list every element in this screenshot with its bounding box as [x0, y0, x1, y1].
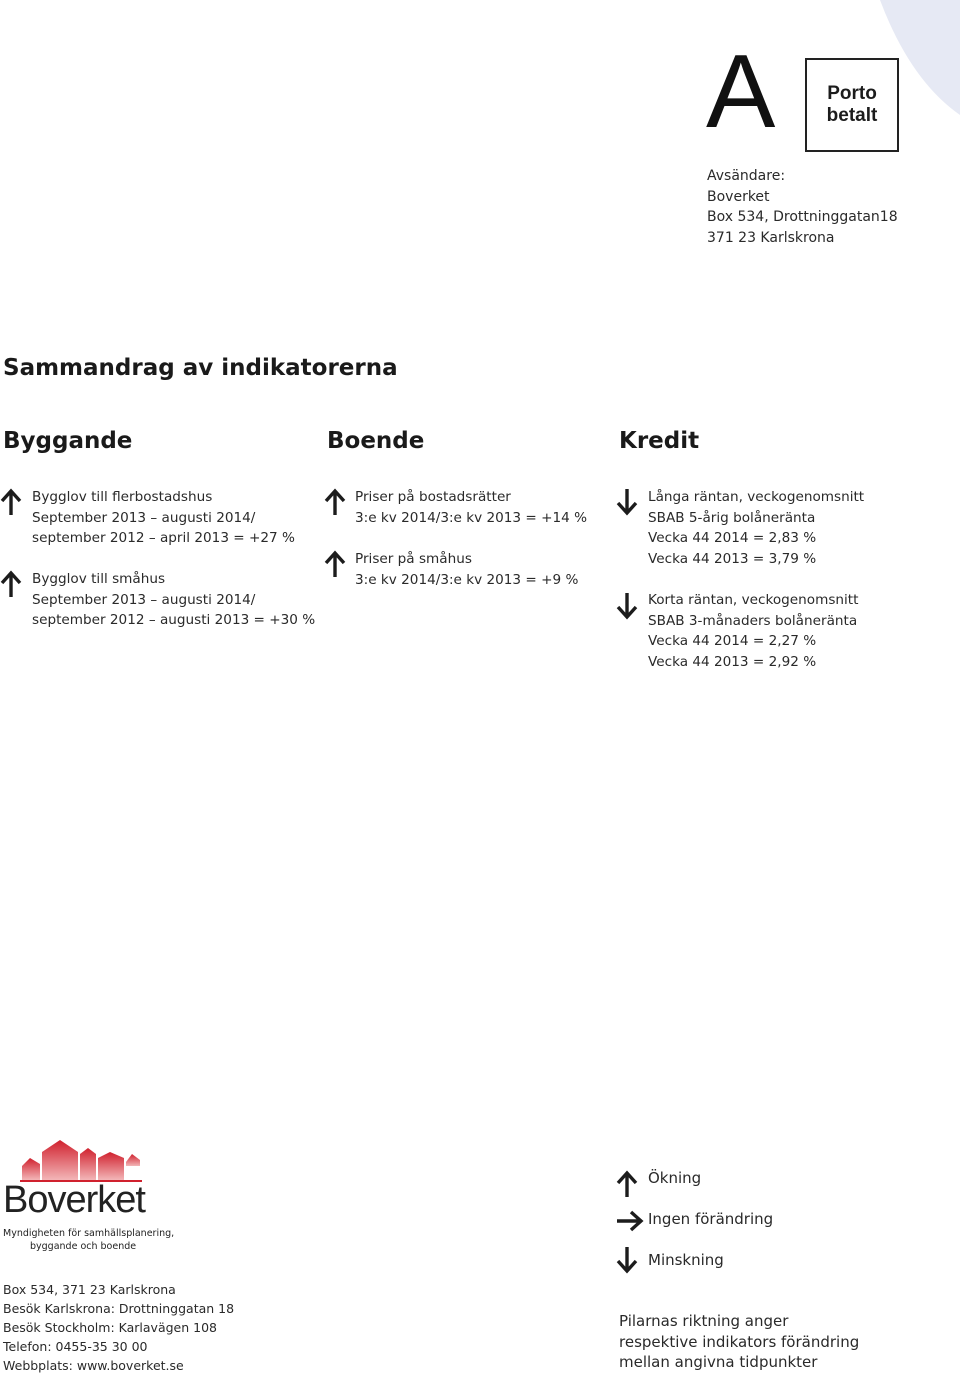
sender-line: Box 534, Drottninggatan18	[707, 209, 898, 226]
heading-byggande: Byggande	[3, 428, 133, 454]
indicator-priser-bostadsratter	[355, 487, 587, 528]
heading-kredit: Kredit	[619, 428, 700, 454]
contact-line: Box 534, 371 23 Karlskrona	[3, 1282, 176, 1297]
porto-text: Porto	[827, 83, 877, 104]
indicator-line: Långa räntan, veckogenomsnitt	[648, 489, 865, 505]
indicator-line: Bygglov till flerbostadshus	[32, 489, 213, 505]
sender-line: 371 23 Karlskrona	[707, 230, 835, 247]
indicator-line: Korta räntan, veckogenomsnitt	[648, 592, 859, 608]
porto-betalt-box	[805, 58, 899, 152]
indicator-line: 3:e kv 2014/3:e kv 2013 = +14 %	[355, 509, 588, 526]
note-line: respektive indikators förändring	[619, 1332, 860, 1351]
tagline-line: byggande och boende	[30, 1240, 137, 1252]
indicator-bygglov-smahus	[32, 569, 315, 631]
indicator-line: september 2012 – april 2013 = +27 %	[32, 530, 295, 546]
indicator-line: Vecka 44 2013 = 2,92 %	[648, 653, 817, 670]
contact-line: Telefon: 0455-35 30 00	[3, 1339, 148, 1354]
indicator-line: Priser på småhus	[355, 551, 472, 567]
indicator-bygglov-flerbostadshus	[32, 487, 295, 549]
indicator-langa-rantan	[648, 487, 864, 569]
indicator-line: Vecka 44 2013 = 3,79 %	[648, 550, 817, 567]
indicator-korta-rantan	[648, 590, 858, 672]
arrow-up-icon	[324, 550, 346, 578]
legend-minskning: Minskning	[648, 1251, 724, 1269]
contact-info	[3, 1280, 234, 1375]
betalt-text: betalt	[826, 105, 878, 126]
tagline-line: Myndigheten för samhällsplanering,	[3, 1228, 175, 1239]
boverket-tagline	[3, 1228, 174, 1253]
sender-address	[707, 166, 898, 249]
note-line: Pilarnas riktning anger	[619, 1312, 789, 1330]
page-title: Sammandrag av indikatorerna	[3, 355, 398, 381]
arrow-down-icon	[616, 1246, 638, 1274]
arrow-down-icon	[616, 592, 638, 620]
sender-line: Boverket	[707, 188, 770, 205]
indicator-line: Vecka 44 2014 = 2,27 %	[648, 633, 817, 649]
indicator-line: september 2012 – augusti 2013 = +30 %	[32, 612, 316, 628]
indicator-line: SBAB 5-årig bolåneränta	[648, 509, 816, 526]
legend-okning: Ökning	[648, 1169, 702, 1187]
indicator-line: 3:e kv 2014/3:e kv 2013 = +9 %	[355, 571, 579, 588]
arrow-up-icon	[324, 488, 346, 516]
indicator-priser-smahus	[355, 549, 578, 590]
arrow-down-icon	[616, 488, 638, 516]
contact-line: Besök Stockholm: Karlavägen 108	[3, 1320, 217, 1335]
contact-line: Webbplats: www.boverket.se	[3, 1358, 184, 1373]
heading-boende: Boende	[327, 428, 425, 454]
boverket-wordmark: Boverket	[3, 1179, 145, 1221]
arrow-right-icon	[616, 1210, 644, 1232]
contact-line: Besök Karlskrona: Drottninggatan 18	[3, 1301, 235, 1316]
indicator-line: Bygglov till småhus	[32, 571, 166, 587]
indicator-line: Vecka 44 2014 = 2,83 %	[648, 530, 817, 546]
indicator-line: SBAB 3-månaders bolåneränta	[648, 612, 858, 629]
note-line: mellan angivna tidpunkter	[619, 1353, 818, 1371]
arrow-up-icon	[0, 570, 22, 598]
sender-line: Avsändare:	[707, 168, 786, 184]
arrow-up-icon	[616, 1170, 638, 1198]
indicator-line: September 2013 – augusti 2014/	[32, 591, 256, 608]
indicator-line: September 2013 – augusti 2014/	[32, 509, 256, 526]
priority-letter: A	[706, 34, 776, 150]
arrow-explanation	[619, 1311, 859, 1373]
legend-ingen-forandring: Ingen förändring	[648, 1210, 774, 1228]
indicator-line: Priser på bostadsrätter	[355, 489, 511, 505]
arrow-up-icon	[0, 488, 22, 516]
boverket-logo-icon	[20, 1138, 142, 1182]
